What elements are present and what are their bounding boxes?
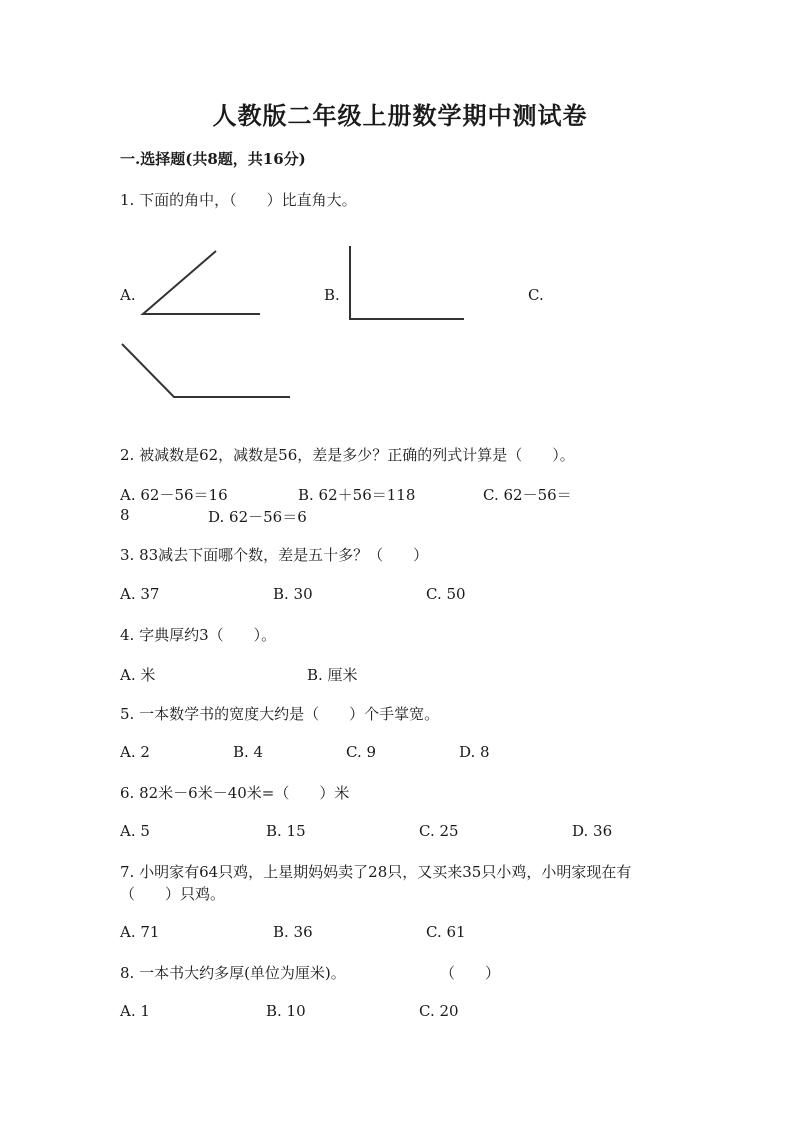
question-5-option-c[interactable]: C. 9 <box>346 743 377 761</box>
question-8-answer-paren: （ ） <box>440 964 501 982</box>
question-3-stem: 3. 83减去下面哪个数，差是五十多？（ ） <box>120 546 429 564</box>
question-8-option-c[interactable]: C. 20 <box>419 1002 459 1020</box>
section-heading: 一.选择题(共8题，共16分) <box>120 150 306 168</box>
question-2-option-c[interactable]: C. 62－56＝ <box>483 486 572 504</box>
question-7-option-b[interactable]: B. 36 <box>273 923 313 941</box>
question-7-stem: 7. 小明家有64只鸡，上星期妈妈卖了28只，又买来35只小鸡，小明家现在有 <box>120 863 632 881</box>
question-1-option-c[interactable]: C. <box>528 286 544 304</box>
question-5-stem: 5. 一本数学书的宽度大约是（ ）个手掌宽。 <box>120 705 440 723</box>
question-4-stem: 4. 字典厚约3（ ）。 <box>120 626 277 644</box>
question-3-option-c[interactable]: C. 50 <box>426 585 466 603</box>
question-4-option-a[interactable]: A. 米 <box>120 666 156 684</box>
question-5-option-b[interactable]: B. 4 <box>233 743 264 761</box>
page-title: 人教版二年级上册数学期中测试卷 <box>212 101 588 130</box>
question-2-option-c-continued: 8 <box>120 506 130 524</box>
question-7-stem-continued: （ ）只鸡。 <box>120 885 226 903</box>
question-5-option-d[interactable]: D. 8 <box>459 743 490 761</box>
angle-c <box>122 344 290 397</box>
question-6-option-b[interactable]: B. 15 <box>266 822 306 840</box>
question-6-stem: 6. 82米－6米－40米=（ ）米 <box>120 784 350 802</box>
question-8-option-a[interactable]: A. 1 <box>120 1002 150 1020</box>
question-1-option-b[interactable]: B. <box>324 286 340 304</box>
question-2-stem: 2. 被减数是62，减数是56，差是多少？正确的列式计算是（ ）。 <box>120 446 575 464</box>
question-7-option-c[interactable]: C. 61 <box>426 923 466 941</box>
question-1-option-a[interactable]: A. <box>120 286 136 304</box>
question-8-option-b[interactable]: B. 10 <box>266 1002 306 1020</box>
question-2-option-d[interactable]: D. 62－56＝6 <box>208 508 307 526</box>
question-3-option-b[interactable]: B. 30 <box>273 585 313 603</box>
question-6-option-a[interactable]: A. 5 <box>120 822 150 840</box>
question-1-stem: 1. 下面的角中，（ ）比直角大。 <box>120 191 357 209</box>
question-5-option-a[interactable]: A. 2 <box>120 743 150 761</box>
question-2-option-b[interactable]: B. 62＋56＝118 <box>298 486 416 504</box>
question-2-option-a[interactable]: A. 62－56＝16 <box>120 486 228 504</box>
question-8-stem: 8. 一本书大约多厚(单位为厘米)。 <box>120 964 346 982</box>
question-6-option-d[interactable]: D. 36 <box>572 822 613 840</box>
question-4-option-b[interactable]: B. 厘米 <box>307 666 358 684</box>
question-7-option-a[interactable]: A. 71 <box>120 923 160 941</box>
question-3-option-a[interactable]: A. 37 <box>120 585 160 603</box>
angle-a <box>143 251 260 314</box>
angle-b <box>350 246 464 319</box>
question-6-option-c[interactable]: C. 25 <box>419 822 459 840</box>
